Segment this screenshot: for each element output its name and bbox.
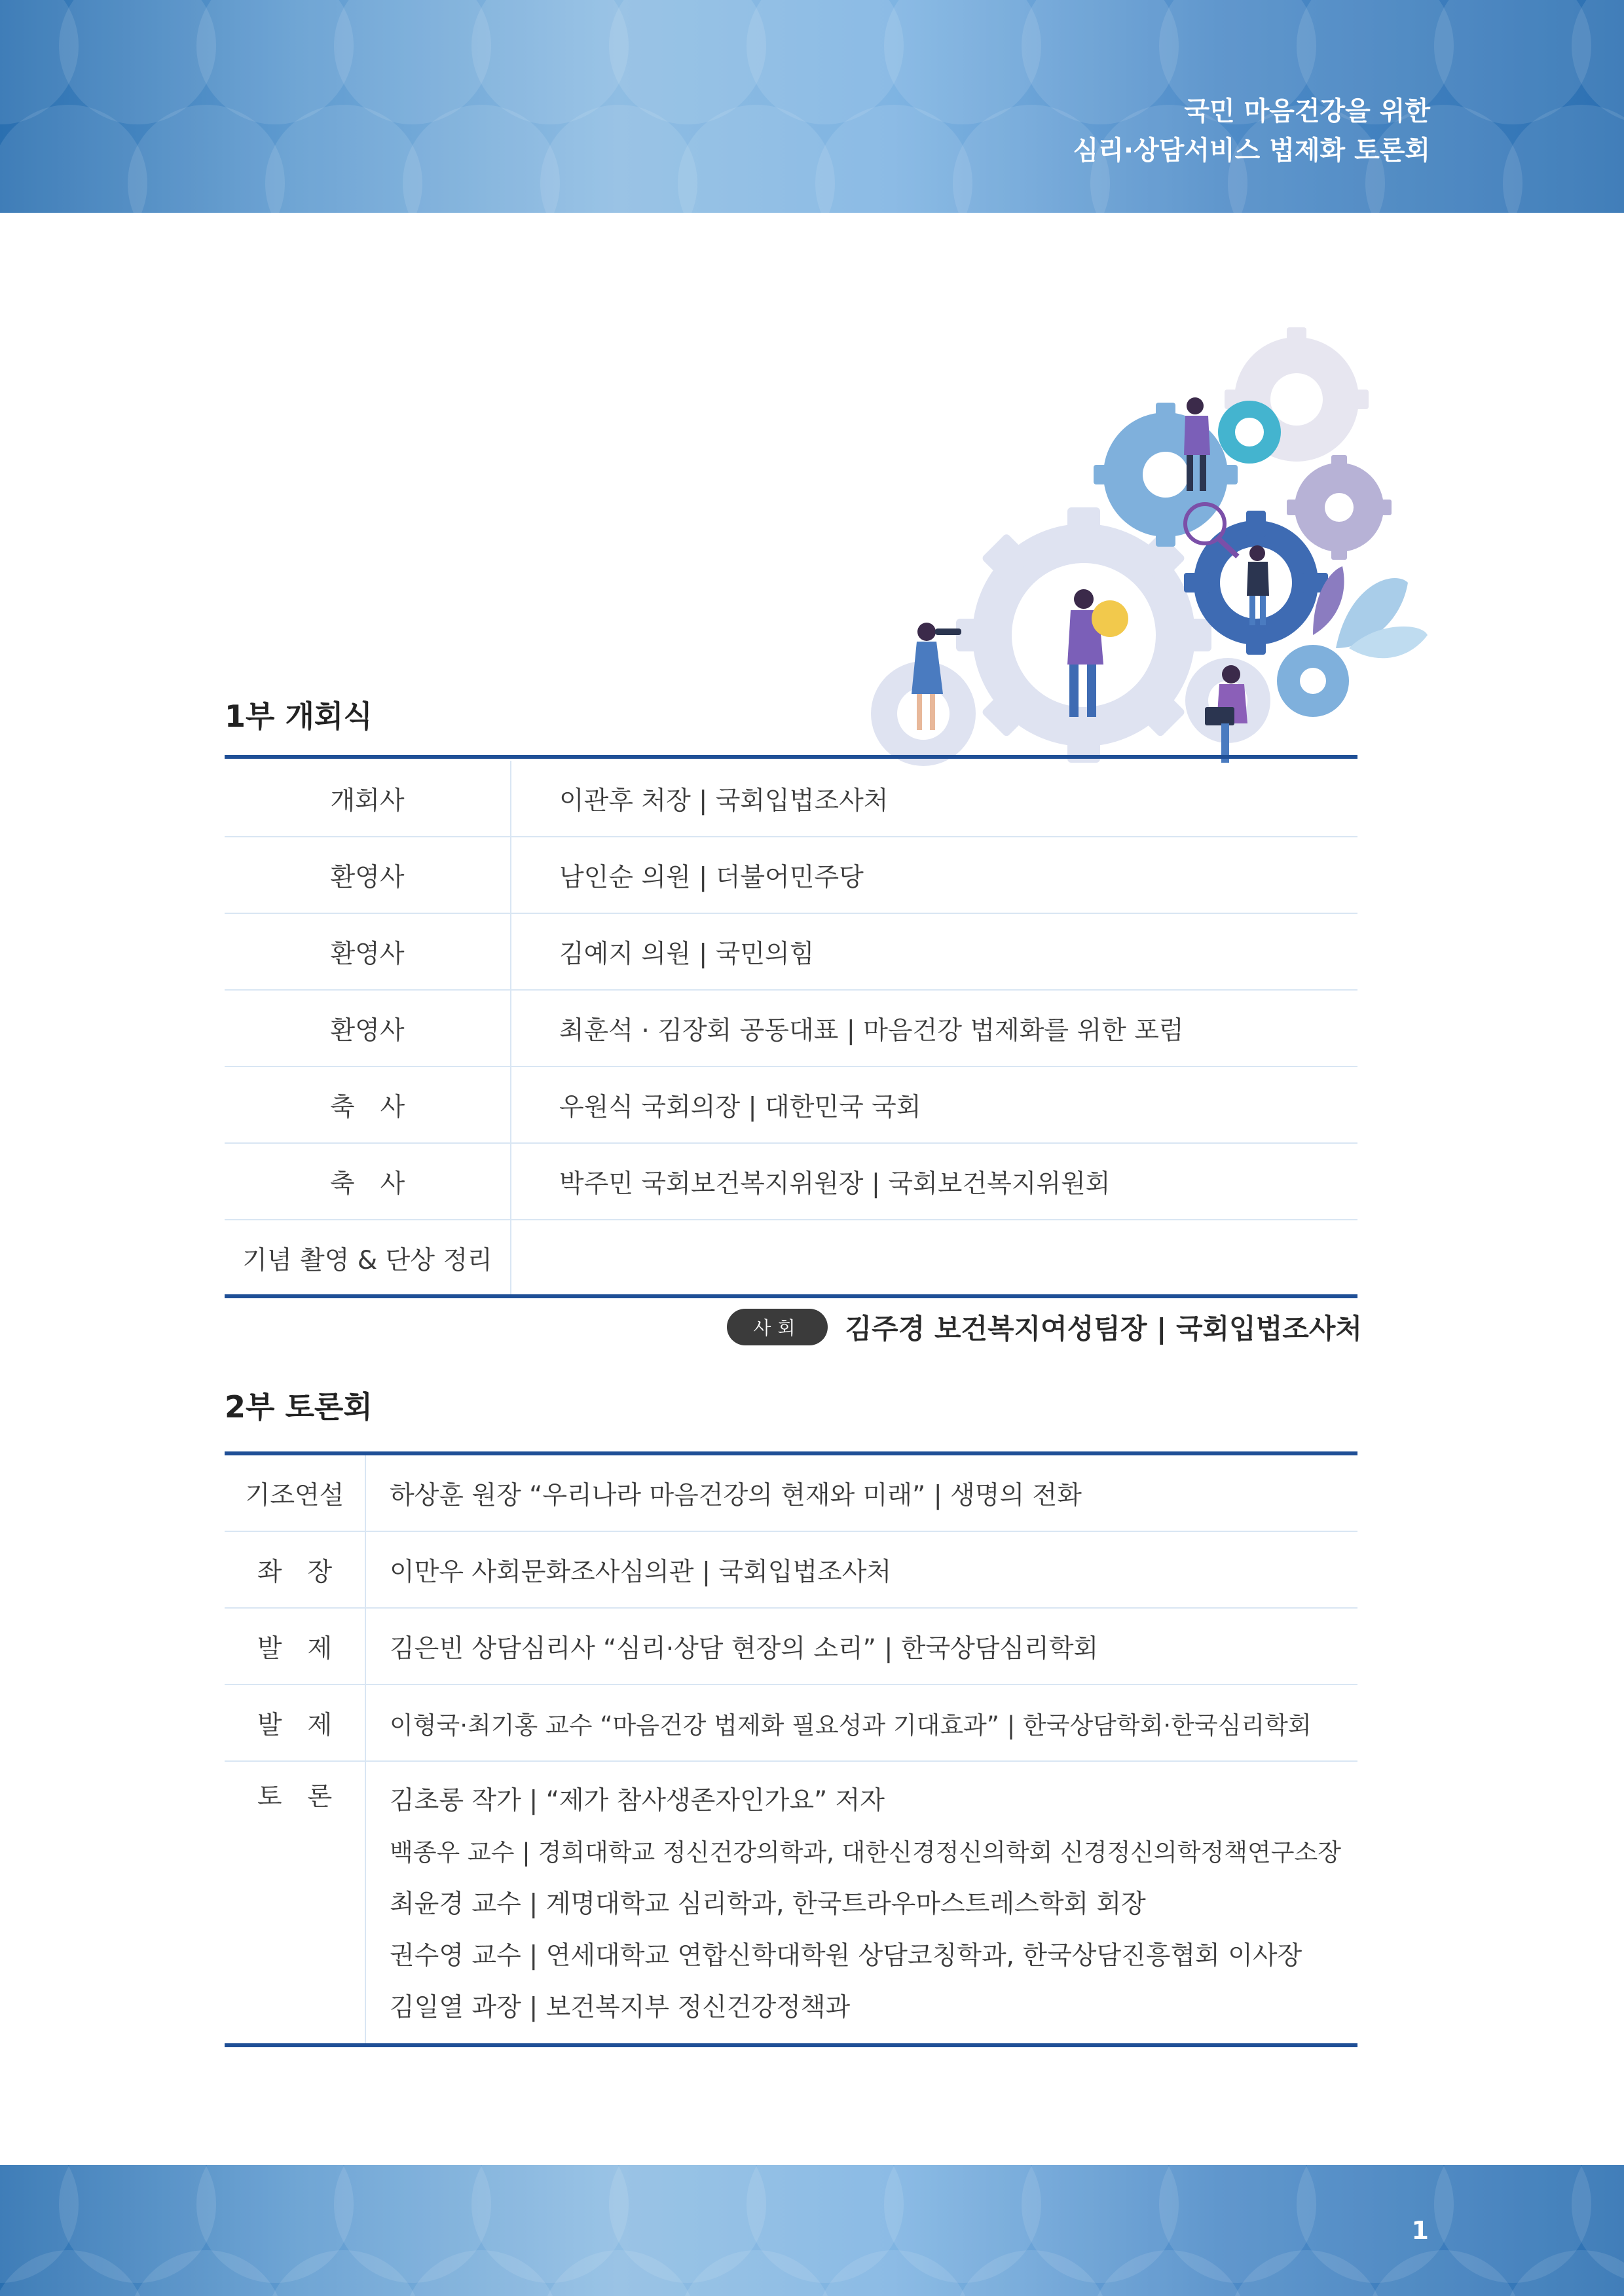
table-row <box>225 913 1357 990</box>
row-value: 남인순 의원 | 더불어민주당 <box>511 837 1357 913</box>
row-value: 이관후 처장 | 국회입법조사처 <box>511 761 1357 837</box>
row-value: 박주민 국회보건복지위원장 | 국회보건복지위원회 <box>511 1143 1357 1220</box>
row-value: 이형국·최기홍 교수 “마음건강 법제화 필요성과 기대효과” | 한국상담학회·한국심리학회 <box>365 1685 1357 1761</box>
table-row <box>225 837 1357 913</box>
row-value: 김예지 의원 | 국민의힘 <box>511 913 1357 990</box>
table-row <box>225 1220 1357 1296</box>
row-label: 발 제 <box>225 1608 365 1685</box>
row-label: 좌 장 <box>225 1531 365 1608</box>
panel-list <box>365 1761 1357 2047</box>
event-title-line1: 국민 마음건강을 위한 <box>1184 96 1430 126</box>
panelist: 김일열 과장 | 보건복지부 정신건강정책과 <box>390 1993 851 2022</box>
row-label: 축 사 <box>225 1066 511 1143</box>
gear-small-blue-icon <box>1277 645 1349 717</box>
row-value: 김은빈 상담심리사 “심리·상담 현장의 소리” | 한국상담심리학회 <box>365 1608 1357 1685</box>
table-row <box>225 761 1357 837</box>
panelist: 김초롱 작가 | “제가 참사생존자인가요” 저자 <box>390 1786 885 1815</box>
row-label: 기념 촬영 & 단상 정리 <box>225 1220 511 1296</box>
gears-people-illustration <box>851 308 1441 779</box>
row-label: 환영사 <box>225 837 511 913</box>
part2-title: 2부 토론회 <box>225 1389 373 1425</box>
row-label: 기조연설 <box>225 1455 365 1531</box>
part2-program-table <box>225 1455 1357 2047</box>
table-row-panel <box>225 1761 1357 2047</box>
table-row <box>225 1608 1357 1685</box>
row-value: 이만우 사회문화조사심의관 | 국회입법조사처 <box>365 1531 1357 1608</box>
row-value: 우원식 국회의장 | 대한민국 국회 <box>511 1066 1357 1143</box>
page-number: 1 <box>1411 2216 1429 2245</box>
table-row <box>225 1455 1357 1531</box>
part1-top-rule <box>225 755 1357 759</box>
table-row <box>225 990 1357 1066</box>
moderator-badge: 사회 <box>727 1309 828 1345</box>
footer-pattern <box>0 2165 1624 2296</box>
panelist: 권수영 교수 | 연세대학교 연합신학대학원 상담코칭학과, 한국상담진흥협회 이사장 <box>390 1941 1302 1971</box>
moderator-line <box>727 1307 1362 1347</box>
row-value <box>511 1220 1357 1296</box>
row-label: 발 제 <box>225 1685 365 1761</box>
event-title <box>1073 92 1430 170</box>
event-title-line2: 심리·상담서비스 법제화 토론회 <box>1073 136 1430 166</box>
gear-teal-icon <box>1218 401 1281 464</box>
row-value: 최훈석 · 김장회 공동대표 | 마음건강 법제화를 위한 포럼 <box>511 990 1357 1066</box>
row-label: 축 사 <box>225 1143 511 1220</box>
row-value: 하상훈 원장 “우리나라 마음건강의 현재와 미래” | 생명의 전화 <box>365 1455 1357 1531</box>
header-band <box>0 0 1624 213</box>
row-label: 환영사 <box>225 990 511 1066</box>
table-row <box>225 1685 1357 1761</box>
panelist: 백종우 교수 | 경희대학교 정신건강의학과, 대한신경정신의학회 신경정신의학정책연구소장 <box>390 1838 1341 1867</box>
table-row <box>225 1143 1357 1220</box>
part1-program-table <box>225 761 1357 1296</box>
row-label: 환영사 <box>225 913 511 990</box>
row-label: 개회사 <box>225 761 511 837</box>
panelist: 최윤경 교수 | 계명대학교 심리학과, 한국트라우마스트레스학회 회장 <box>390 1889 1146 1919</box>
table-row <box>225 1531 1357 1608</box>
leaves-icon <box>1313 566 1428 658</box>
part2-bottom-rule <box>225 2043 1357 2047</box>
table-row <box>225 1066 1357 1143</box>
footer-band <box>0 2165 1624 2296</box>
part1-bottom-rule <box>225 1294 1357 1298</box>
part1-title: 1부 개회식 <box>225 699 373 734</box>
moderator-name: 김주경 보건복지여성팀장 | 국회입법조사처 <box>845 1313 1362 1345</box>
gear-blue-icon <box>1094 403 1238 547</box>
row-label: 토 론 <box>225 1761 365 2047</box>
